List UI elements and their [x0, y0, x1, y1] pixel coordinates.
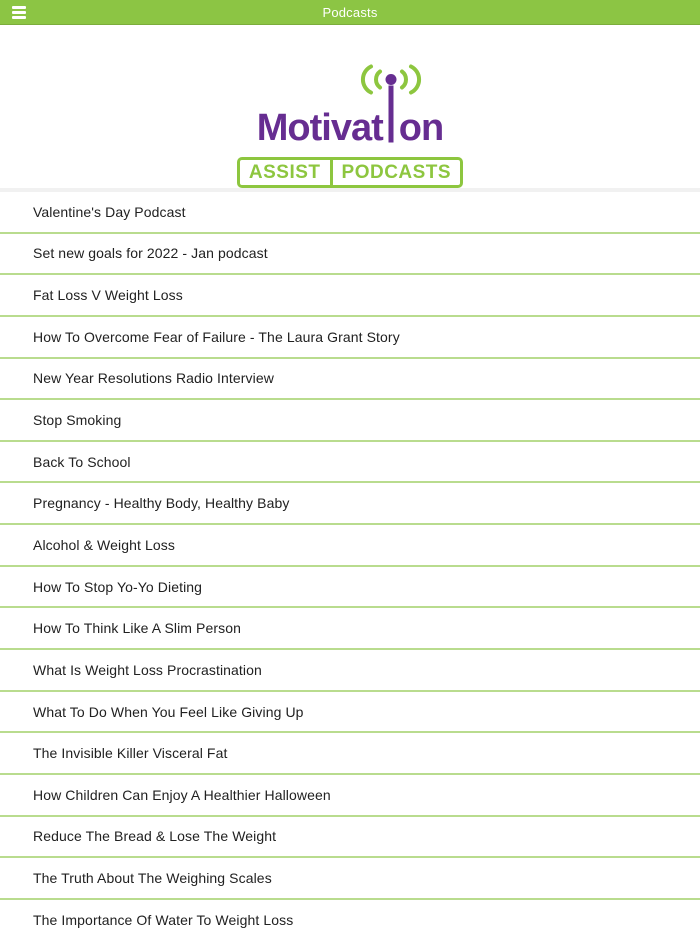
list-item[interactable] — [0, 775, 700, 817]
app-header — [0, 0, 700, 25]
list-item-label: Stop Smoking — [33, 412, 122, 429]
list-item[interactable] — [0, 234, 700, 276]
list-item[interactable] — [0, 483, 700, 525]
podcast-antenna-icon — [360, 64, 422, 151]
list-item[interactable] — [0, 400, 700, 442]
list-item[interactable] — [0, 359, 700, 401]
logo-badge — [237, 157, 463, 188]
badge-podcasts-label: PODCASTS — [341, 162, 452, 183]
list-item[interactable] — [0, 858, 700, 900]
list-item-label: New Year Resolutions Radio Interview — [33, 370, 274, 387]
page-title: Podcasts — [322, 5, 378, 20]
badge-assist-label: ASSIST — [248, 162, 321, 183]
menu-bar — [12, 16, 26, 19]
list-item-label: What To Do When You Feel Like Giving Up — [33, 703, 304, 720]
podcast-list — [0, 192, 700, 934]
list-item-label: How To Overcome Fear of Failure - The Laura Grant Story — [33, 328, 400, 345]
list-item-label: How Children Can Enjoy A Healthier Halloween — [33, 786, 331, 803]
list-item[interactable] — [0, 275, 700, 317]
menu-bar — [12, 11, 26, 14]
list-item[interactable] — [0, 525, 700, 567]
list-item[interactable] — [0, 567, 700, 609]
list-item[interactable] — [0, 817, 700, 859]
list-item-label: The Importance Of Water To Weight Loss — [33, 911, 294, 928]
list-item-label: Reduce The Bread & Lose The Weight — [33, 828, 277, 845]
logo-section — [0, 25, 700, 188]
list-item[interactable] — [0, 692, 700, 734]
list-item[interactable] — [0, 733, 700, 775]
list-item-label: Pregnancy - Healthy Body, Healthy Baby — [33, 495, 290, 512]
brand-wordmark — [257, 64, 443, 151]
list-item-label: The Invisible Killer Visceral Fat — [33, 745, 228, 762]
list-item[interactable] — [0, 608, 700, 650]
hamburger-menu-icon[interactable] — [6, 0, 32, 25]
list-item-label: How To Think Like A Slim Person — [33, 620, 242, 637]
list-item-label: What Is Weight Loss Procrastination — [33, 661, 262, 678]
list-item-label: Fat Loss V Weight Loss — [33, 287, 183, 304]
list-item[interactable] — [0, 192, 700, 234]
menu-bar — [12, 6, 26, 9]
list-item[interactable] — [0, 442, 700, 484]
list-item-label: Alcohol & Weight Loss — [33, 536, 175, 553]
list-item-label: How To Stop Yo-Yo Dieting — [33, 578, 203, 595]
list-item-label: Back To School — [33, 453, 131, 470]
list-item[interactable] — [0, 650, 700, 692]
list-item-label: The Truth About The Weighing Scales — [33, 870, 272, 887]
list-item-label: Valentine's Day Podcast — [33, 203, 186, 220]
list-item[interactable] — [0, 317, 700, 359]
logo-text-left: Motivat — [256, 107, 383, 150]
logo-text-right: on — [398, 107, 444, 150]
list-item-label: Set new goals for 2022 - Jan podcast — [33, 245, 268, 262]
list-item[interactable] — [0, 900, 700, 934]
